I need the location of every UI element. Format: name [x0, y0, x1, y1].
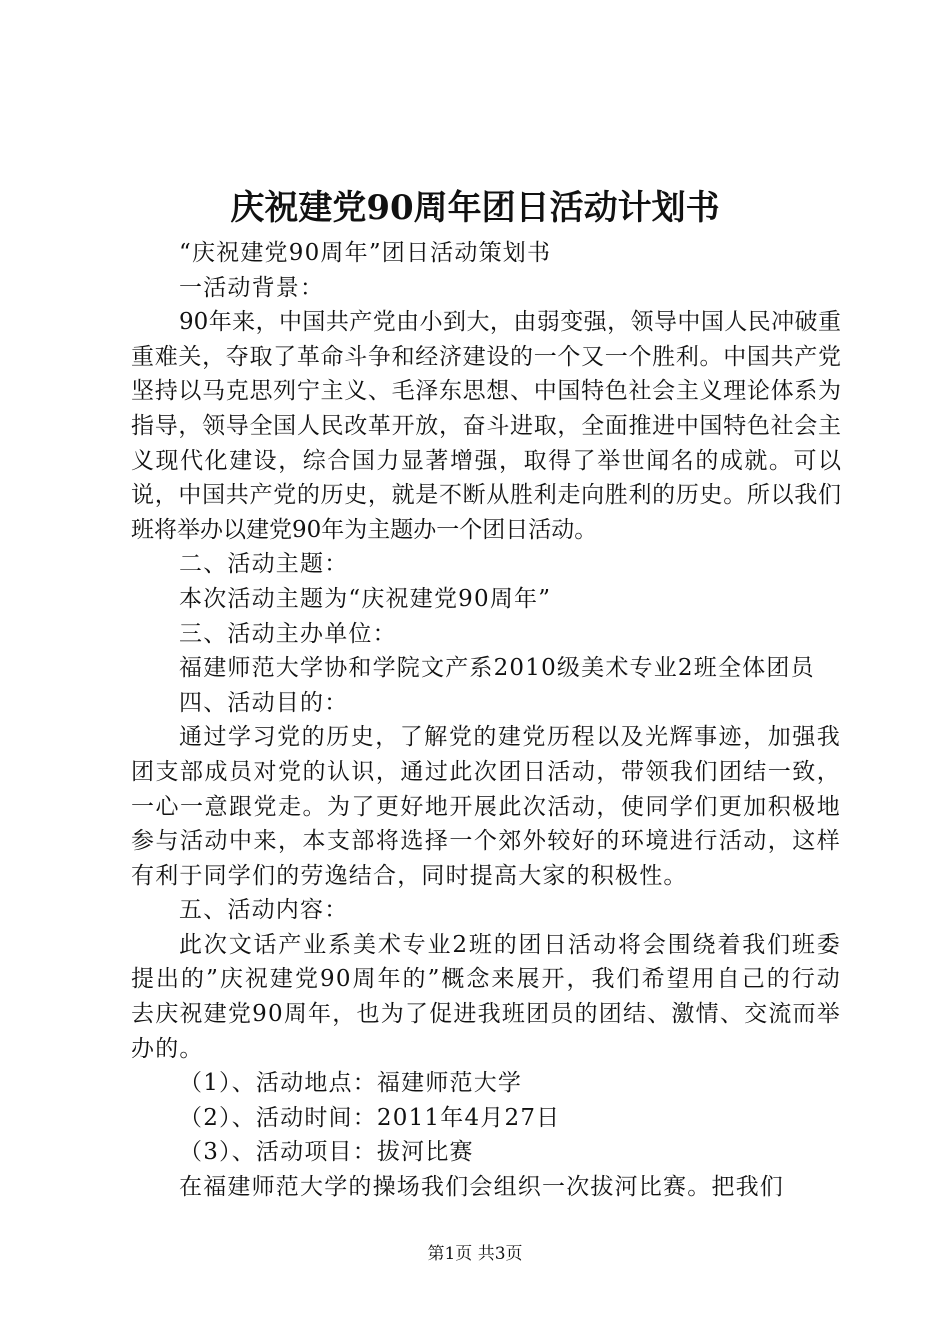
paragraph-theme: 本次活动主题为“庆祝建党90周年” — [179, 585, 552, 612]
page-footer: 第1页 共3页 — [427, 1244, 523, 1264]
paragraph-event-detail: 在福建师范大学的操场我们会组织一次拔河比赛。把我们 — [179, 1174, 784, 1201]
paragraph-purpose: 通过学习党的历史，了解党的建党历程以及光辉事迹，加强我团支部成员对党的认识，通过此次团日活动，带领我们团结一致，一心一意跟党走。为了更好地开展此次活动，使同学们更加积极地参与活动中来，本支部将选择一个郊外较好的环境进行活动，这样有利于同学们的劳逸结合，同时提高大家的积极性。 — [131, 724, 841, 889]
document-body — [131, 236, 841, 1205]
paragraph-heading-theme: 二、活动主题： — [179, 551, 349, 578]
paragraph-heading-organizer: 三、活动主办单位： — [179, 620, 397, 647]
paragraph-time: （2）、活动时间：2011年4月27日 — [179, 1104, 561, 1131]
paragraph-organizer: 福建师范大学协和学院文产系2010级美术专业2班全体团员 — [179, 655, 815, 682]
paragraph-heading-content: 五、活动内容： — [179, 897, 349, 924]
paragraph-subtitle: “庆祝建党90周年”团日活动策划书 — [179, 240, 552, 266]
paragraph-background: 90年来，中国共产党由小到大，由弱变强，领导中国人民冲破重重难关，夺取了革命斗争和经济建设的一个又一个胜利。中国共产党坚持以马克思列宁主义、毛泽东思想、中国特色社会主义理论体系为指导，领导全国人民改革开放，奋斗进取，全面推进中国特色社会主义现代化建设，综合国力显著增强，取得了举世闻名的成就。可以说，中国共产党的历史，就是不断从胜利走向胜利的历史。所以我们班将举办以建党90年为主题办一个团日活动。 — [131, 309, 841, 543]
document-title: 庆祝建党90周年团日活动计划书 — [230, 188, 720, 228]
paragraph-location: （1）、活动地点：福建师范大学 — [179, 1070, 523, 1097]
paragraph-content: 此次文话产业系美术专业2班的团日活动将会围绕着我们班委提出的”庆祝建党90周年的”概念来展开，我们希望用自己的行动去庆祝建党90周年，也为了促进我班团员的团结、激情、交流而举办的。 — [131, 931, 841, 1062]
paragraph-heading-purpose: 四、活动目的： — [179, 689, 349, 716]
paragraph-heading-background: 一活动背景： — [179, 274, 325, 301]
paragraph-event: （3）、活动项目：拔河比赛 — [179, 1139, 474, 1166]
